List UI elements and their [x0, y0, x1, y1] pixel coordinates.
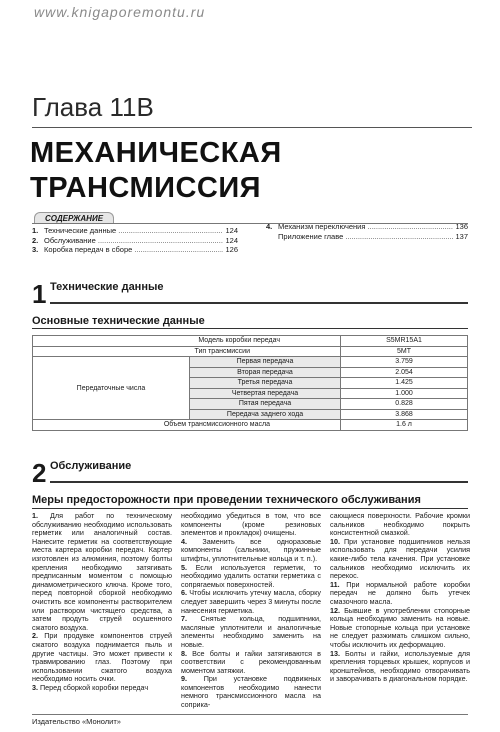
- oil-label: Объем трансмиссионного масла: [33, 420, 341, 431]
- type-label: Тип трансмиссии: [33, 346, 341, 357]
- toc-entry-number: 3.: [32, 245, 39, 254]
- text-column-3: [330, 512, 470, 710]
- table-heading-rule: [32, 328, 468, 329]
- toc-entry-page: 124: [225, 235, 238, 245]
- section-1-number: 1: [32, 279, 47, 309]
- toc-entry-page: 126: [225, 245, 238, 254]
- type-value: 5МТ: [341, 346, 468, 357]
- toc-entry[interactable]: [266, 222, 468, 232]
- section-2-rule: [50, 481, 468, 483]
- toc-entry-title: Приложение главе .....: [278, 232, 453, 242]
- gear-name: Третья передача: [190, 378, 341, 389]
- toc-entry-title: Механизм переключения .....: [278, 222, 453, 232]
- paragraph: 5. Если используется герметик, то необходимо удалить остатки герметика с сопрягаемых поверхностей.: [181, 562, 321, 589]
- table-row: [33, 336, 468, 347]
- toc-entry[interactable]: [32, 236, 238, 246]
- chapter-label: Глава 11B: [32, 92, 154, 122]
- paragraph: 4. Заменить все одноразовые компоненты (сальники, пружинные штифты, уплотнительные кольца и т. п.).: [181, 536, 321, 563]
- toc-entry-title: Технические данные .....: [44, 226, 223, 236]
- table-row: [33, 420, 468, 431]
- toc-left-column: [32, 226, 238, 255]
- paragraph: 7. Снятые кольца, подшипники, масляные уплотнители и аналогичные элементы необходимо заменить на новые.: [181, 614, 321, 649]
- section-2-title: Обслуживание: [50, 460, 132, 472]
- toc-heading: СОДЕРЖАНИЕ: [34, 212, 114, 224]
- title-line-2: ТРАНСМИССИЯ: [30, 172, 262, 204]
- toc-entry-title: Коробка передач в сборе .....: [44, 245, 223, 255]
- paragraph: необходимо убедиться в том, что все компоненты (кроме резиновых элементов и прокладок) очищены.: [181, 511, 321, 538]
- toc-entry-number: 2.: [32, 235, 39, 245]
- toc-entry-page: 124: [225, 226, 238, 235]
- paragraph: 9. При установке подвижных компонентов необходимо нанести немного трансмиссионного масла на соприка-: [181, 674, 321, 710]
- section-1-title: Технические данные: [50, 281, 164, 293]
- watermark: www.knigaporemontu.ru: [34, 4, 206, 20]
- gear-name: Передача заднего хода: [190, 409, 341, 420]
- toc-entry[interactable]: [266, 232, 468, 242]
- precautions-rule: [32, 508, 468, 509]
- model-label: Модель коробки передач: [33, 336, 341, 347]
- oil-value: 1.6 л: [341, 420, 468, 431]
- paragraph: 12. Бывшие в употреблении стопорные кольца необходимо заменить на новые. Новые стопорные кольца при установке не следует разжимать слишком сильно, чтобы исключить их деформацию.: [330, 605, 470, 649]
- toc-entry[interactable]: [32, 245, 238, 255]
- gear-name: Четвертая передача: [190, 388, 341, 399]
- gear-ratio: 1.425: [341, 378, 468, 389]
- text-column-2: [181, 512, 321, 710]
- toc-entry-number: 4.: [266, 222, 273, 231]
- paragraph: 2. При продувке компонентов струей сжатого воздуха поднимается пыль и другие частицы. Это может привести к травмированию глаз. Поэтому при использовании сжатого воздуха необходимо носить очки.: [32, 631, 172, 684]
- header-divider: [32, 127, 472, 128]
- paragraph: 6. Чтобы исключить утечку масла, сборку следует завершить через 3 минуты после нанесения герметика.: [181, 588, 322, 615]
- paragraph: 11. При нормальной работе коробки передач не должно быть утечек смазочного масла.: [330, 579, 470, 606]
- section-2-number: 2: [32, 458, 47, 488]
- toc-right-column: [266, 222, 468, 241]
- ratio-label: Передаточные числа: [33, 357, 190, 420]
- toc-entry-title: Обслуживание .....: [44, 236, 223, 246]
- publisher-footer: Издательство «Монолит»: [32, 717, 121, 726]
- table-row: [33, 346, 468, 357]
- text-column-1: [32, 512, 172, 710]
- toc-entry-number: 1.: [32, 226, 39, 235]
- footer-divider: [32, 714, 468, 715]
- section-1-rule: [50, 302, 468, 304]
- gear-ratio: 1.000: [341, 388, 468, 399]
- gear-ratio: 3.868: [341, 409, 468, 420]
- gear-name: Пятая передача: [190, 399, 341, 410]
- gear-ratio: 3.759: [341, 357, 468, 368]
- gear-ratio: 2.054: [341, 367, 468, 378]
- precautions-heading: Меры предосторожности при проведении технического обслуживания: [32, 494, 421, 506]
- gear-name: Первая передача: [190, 357, 341, 368]
- gear-ratio: 0.828: [341, 399, 468, 410]
- precautions-body: [32, 512, 470, 710]
- title-line-1: МЕХАНИЧЕСКАЯ: [30, 137, 282, 169]
- toc-entry-number: [266, 232, 278, 242]
- gear-name: Вторая передача: [190, 367, 341, 378]
- page-title: [30, 136, 282, 206]
- paragraph: 1. Для работ по техническому обслуживанию необходимо использовать герметик или аналогичный состав. Нанесите герметик на соответствующие места картера коробки передач. Картер изготовлен из алюминия, поэтому болты крепления необходимо затягивать предписанным моментом с помощью динамометрического ключа. Кроме того, перед повторной сборкой необходимо очистить все компоненты растворителем или раствором чистящего средства, а затем продуть струей осушенного сжатого воздуха.: [32, 511, 172, 632]
- spec-table: [32, 335, 468, 431]
- toc-entry-page: 137: [455, 231, 468, 241]
- paragraph: 10. При установке подшипников нельзя использовать для передачи усилия какие-либо тела качения. При установке сальников необходимо исключить их перекос.: [330, 536, 470, 581]
- paragraph: сающиеся поверхности. Рабочие кромки сальников необходимо покрыть консистентной смазкой.: [330, 511, 470, 538]
- table-row: [33, 357, 468, 368]
- model-value: S5MR15A1: [341, 336, 468, 347]
- paragraph: 3. Перед сборкой коробки передач: [32, 682, 149, 692]
- paragraph: 13. Болты и гайки, используемые для крепления торцевых крышек, корпусов и кронштейнов, необходимо отворачивать и заворачивать в диагональном порядке.: [330, 648, 470, 684]
- toc-entry-page: 136: [455, 222, 468, 231]
- table-heading: Основные технические данные: [32, 315, 205, 327]
- paragraph: 8. Все болты и гайки затягиваются в соответствии с рекомендованным моментом затяжки.: [181, 648, 321, 675]
- toc-entry[interactable]: [32, 226, 238, 236]
